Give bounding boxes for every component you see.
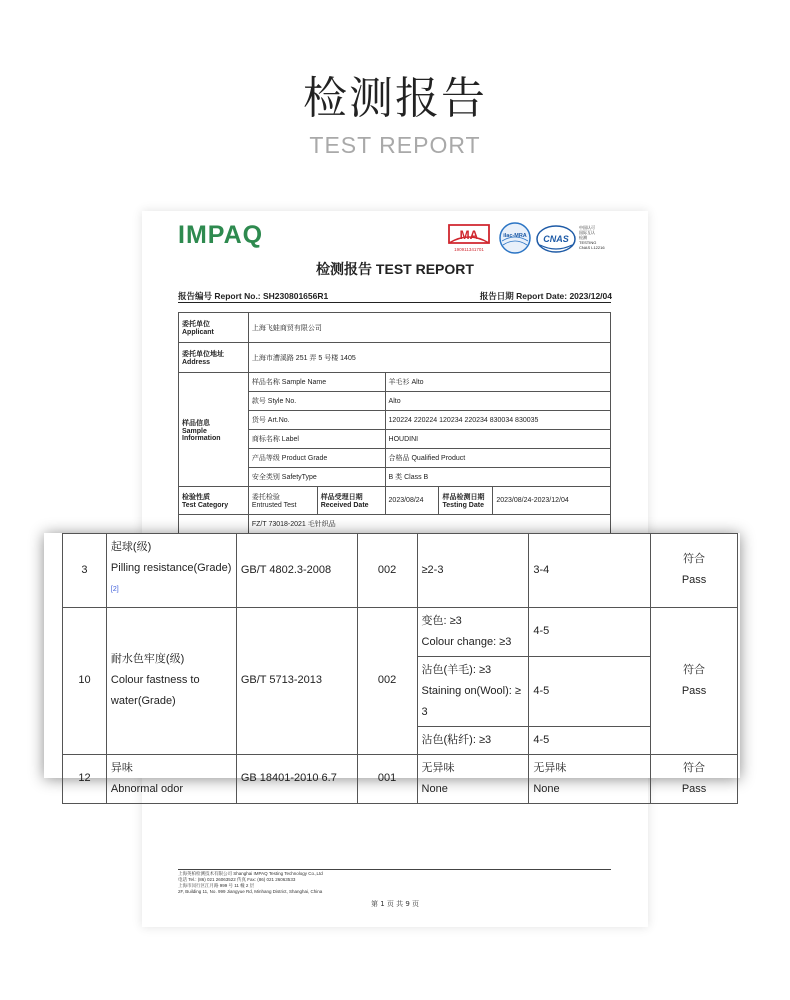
sample-row (179, 373, 611, 392)
requirement: 沾色(羊毛): ≥3 Staining on(Wool): ≥ 3 (417, 656, 529, 726)
requirement: 变色: ≥3 Colour change: ≥3 (417, 607, 529, 656)
result-row-colour-fastness (63, 607, 738, 656)
sample-field-label: 商标名称 Label (248, 430, 385, 449)
item-name-en: Colour fastness to (110, 674, 200, 687)
test-method: GB 18401-2010 6.7 (236, 754, 357, 803)
test-item (106, 534, 236, 608)
requirement: ≥2-3 (417, 534, 529, 608)
ma-logo-text: MA (459, 228, 479, 242)
item-name-en: water(Grade) (110, 695, 176, 708)
sample-field-label: 货号 Art.No. (248, 411, 385, 430)
verdict: 符合 Pass (651, 534, 738, 608)
test-category-label: 检验性质 Test Category (179, 487, 249, 515)
testing-date-label: 样品检测日期 Testing Date (439, 487, 493, 515)
lab-contact-footer (178, 871, 323, 895)
test-category-value: 委托检验 Entrusted Test (248, 487, 317, 515)
sample-field-value: B 类 Class B (385, 468, 610, 487)
ilac-mra-icon (498, 221, 532, 255)
address-value: 上海市漕溪路 251 弄 5 号楼 1405 (248, 343, 610, 373)
standard-value: FZ/T 73018-2021 毛针织品 (248, 515, 610, 534)
footer-line: 上海英柏检测技术有限公司 Shanghai IMPAQ Testing Technology Co.,Ltd (178, 871, 323, 876)
impaq-logo: IMPAQ (178, 221, 264, 249)
item-number: 10 (63, 607, 107, 754)
report-title: 检测报告 TEST REPORT (316, 261, 474, 277)
report-number: 报告编号 Report No.: SH230801656R1 (178, 291, 329, 301)
test-result: 3-4 (529, 534, 651, 608)
cnas-info-line: CNAS L12216 (579, 245, 605, 250)
report-info-table (178, 312, 611, 534)
test-results-table (62, 533, 738, 804)
cnas-logo-text: CNAS (543, 234, 569, 244)
sample-field-value: HOUDINI (385, 430, 610, 449)
sample-field-label: 产品等级 Product Grade (248, 449, 385, 468)
test-item (106, 754, 236, 803)
report-date: 报告日期 Report Date: 2023/12/04 (479, 291, 612, 301)
cnas-accreditation-text (579, 225, 605, 250)
test-result: 4-5 (529, 656, 651, 726)
verdict: 符合 Pass (651, 607, 738, 754)
item-number: 3 (63, 534, 107, 608)
standard-row (179, 515, 611, 534)
footer-line: 电话 Tel.: (86) 021 26063522 传真 Fax: (86) 021 26063533 (178, 877, 296, 882)
ilac-logo-text: ilac-MRA (503, 233, 527, 239)
test-result: 4-5 (529, 726, 651, 754)
test-result: 无异味 None (529, 754, 651, 803)
verdict: 符合 Pass (651, 754, 738, 803)
ma-number: 190911341701 (454, 247, 484, 252)
footer-divider (178, 869, 611, 870)
cnas-info-line: 检测 (579, 235, 587, 240)
footer-line: 上海市闵行区江月路 999 号 11 幢 2 层 (178, 883, 255, 888)
header-divider (178, 302, 611, 303)
item-name-cn: 异味 (110, 761, 133, 774)
sample-field-value: 120224 220224 120234 220234 830034 830035 (385, 411, 610, 430)
testing-date-value: 2023/08/24-2023/12/04 (493, 487, 611, 515)
test-item (106, 607, 236, 754)
item-name-en: Pilling resistance(Grade)[2] (110, 562, 232, 593)
requirement: 沾色(粘纤): ≥3 (417, 726, 529, 754)
received-date-value: 2023/08/24 (385, 487, 439, 515)
address-row (179, 343, 611, 373)
applicant-label: 委托单位 Applicant (179, 313, 249, 343)
sample-number: 001 (357, 754, 417, 803)
test-method: GB/T 5713-2013 (236, 607, 357, 754)
standard-label (179, 515, 249, 534)
sample-field-value: 合格品 Qualified Product (385, 449, 610, 468)
page-title: 检测报告 (303, 73, 487, 124)
item-name-cn: 耐水色牢度(级) (110, 653, 185, 666)
received-date-label: 样品受理日期 Received Date (317, 487, 385, 515)
results-zoom-panel (44, 533, 740, 795)
reference-mark[interactable]: [2] (110, 586, 119, 593)
test-method: GB/T 4802.3-2008 (236, 534, 357, 608)
cnas-info-line: 中国认可 (579, 225, 595, 230)
cnas-info-line: TESTING (579, 240, 597, 245)
sample-info-label: 样品信息 Sample Information (179, 373, 249, 487)
cnas-info-line: 国际互认 (579, 230, 595, 235)
item-name-en: Abnormal odor (110, 782, 184, 795)
sample-number: 002 (357, 534, 417, 608)
item-number: 12 (63, 754, 107, 803)
footer-line: 2F, Building 11, No. 999 Jiangyue Rd, Minhang District, Shanghai, China (178, 889, 323, 894)
sample-field-value: 羊毛衫 Alto (385, 373, 610, 392)
test-category-row (179, 487, 611, 515)
address-label: 委托单位地址 Address (179, 343, 249, 373)
ma-certification-icon (446, 223, 492, 253)
applicant-row (179, 313, 611, 343)
applicant-value: 上海飞蛙商贸有限公司 (248, 313, 610, 343)
cnas-icon (536, 223, 576, 255)
page-number: 第 1 页 共 9 页 (370, 900, 420, 908)
sample-field-label: 样品名称 Sample Name (248, 373, 385, 392)
result-row-pilling (63, 534, 738, 608)
requirement: 无异味 None (417, 754, 529, 803)
result-row-odor (63, 754, 738, 803)
sample-field-label: 款号 Style No. (248, 392, 385, 411)
test-result: 4-5 (529, 607, 651, 656)
sample-field-label: 安全类别 SafetyType (248, 468, 385, 487)
item-name-cn: 起球(级) (110, 541, 152, 553)
sample-number: 002 (357, 607, 417, 754)
sample-field-value: Alto (385, 392, 610, 411)
page-subtitle: TEST REPORT (309, 132, 481, 158)
